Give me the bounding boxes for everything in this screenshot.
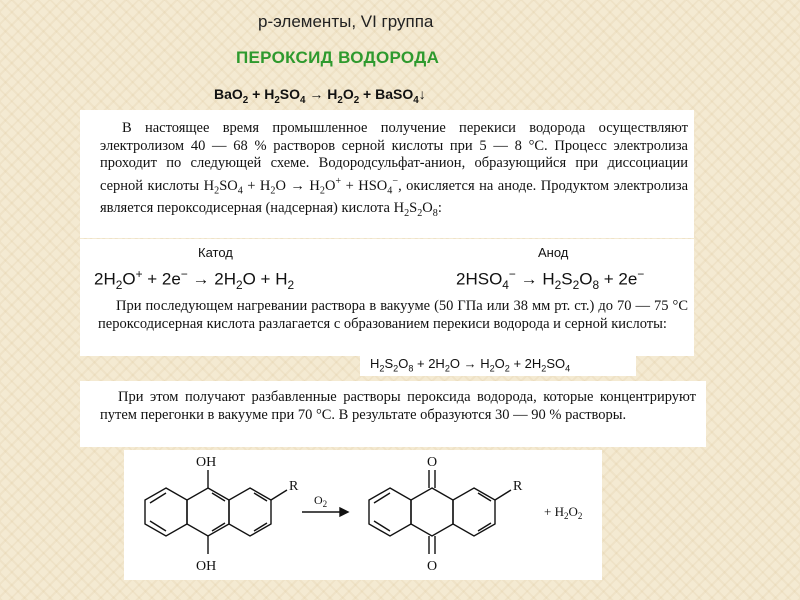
sup: −	[637, 267, 645, 281]
sup: −	[508, 267, 516, 281]
ring-left-right	[369, 488, 411, 536]
ring-center-right	[411, 488, 453, 536]
eq-part: S	[561, 269, 573, 289]
eq-part: → H	[515, 269, 555, 289]
sub: 2	[393, 363, 399, 374]
anode-equation	[456, 267, 644, 292]
anthraquinone-scheme-panel	[124, 450, 602, 580]
para-text: O	[324, 177, 336, 194]
para-text: O	[422, 199, 433, 216]
sub: 2	[554, 278, 562, 293]
oh-top-label: OH	[196, 455, 217, 470]
sub: 4	[502, 278, 509, 293]
sub: 2	[572, 278, 580, 293]
o-top-label: O	[427, 455, 438, 470]
sub: 2	[541, 363, 547, 374]
sup: +	[135, 267, 143, 281]
slide-heading: p-элементы, VI группа	[258, 12, 434, 31]
eq-part: O	[398, 356, 409, 371]
sub: 8	[432, 207, 438, 219]
eq-part: 2HSO	[456, 269, 503, 289]
o-bottom-label: O	[427, 559, 438, 574]
eq-part: 2H	[94, 269, 116, 289]
sup: −	[180, 267, 188, 281]
eq-part: + 2H	[509, 356, 542, 371]
para-text: + HSO	[341, 177, 388, 194]
eq-sub: 2	[337, 94, 343, 106]
eq-part: O	[579, 269, 593, 289]
eq-part: + 2H	[413, 356, 445, 371]
eq-part: + 2e	[599, 269, 638, 289]
ring-right-right	[453, 488, 495, 536]
sup: +	[335, 175, 342, 187]
decomposition-equation-panel	[360, 352, 636, 376]
para-text: S	[409, 199, 418, 216]
eq-part: O + H	[242, 269, 288, 289]
h2o2-product-label: + $H_2O_2$	[544, 504, 583, 521]
bond-r-left	[271, 490, 287, 500]
sub: 2	[417, 207, 423, 219]
eq-sub: 2	[274, 94, 280, 106]
eq-part: → H	[305, 86, 338, 102]
para-text: O → H	[275, 177, 320, 194]
eq-sub: 4	[413, 94, 419, 106]
eq-part: O	[494, 356, 505, 371]
text-panel-heating	[80, 296, 694, 356]
eq-part: SO	[279, 86, 301, 102]
cathode-label: Катод	[198, 245, 233, 260]
para-text: , окисляется на аноде. Продуктом электролиза является пероксодисерная (надсерная) кислота H	[100, 177, 689, 216]
eq-part: BaO	[214, 86, 243, 102]
cathode-equation	[94, 267, 294, 292]
ring-left-left	[145, 488, 187, 536]
eq-sub: 2	[242, 94, 249, 106]
oh-bottom-label: OH	[196, 559, 217, 574]
para-text: В настоящее время промышленное получение перекиси водорода осуществляют электролизом 40 — 68 % растворов серной кислоты при 5 — 8 °С. Процесс электролиза проходит по следующей схеме. Водородсульфат-анион, образующийся при диссоциации серной кислоты H	[100, 120, 688, 194]
para-text: + H	[242, 177, 271, 194]
eq-part: O → H	[449, 356, 490, 371]
sub: 2	[379, 363, 385, 374]
eq-part: O	[342, 86, 354, 102]
eq-part: O	[122, 269, 136, 289]
eq-part: → 2H	[187, 269, 236, 289]
precipitate-arrow: ↓	[418, 86, 426, 102]
sub: 8	[408, 363, 414, 374]
reaction-equation-top	[214, 86, 426, 106]
eq-sub: 4	[300, 94, 306, 106]
para-text: :	[437, 199, 442, 216]
decomposition-equation	[370, 356, 570, 374]
electrolysis-scheme-panel	[80, 239, 694, 297]
sup: −	[392, 175, 399, 187]
paragraph-concentration: При этом получают разбавленные растворы пероксида водорода, которые концентрируют путем перегонки в вакууме при 70 °С. В результате образуются 30 — 90 % растворы.	[100, 389, 696, 423]
sub: 2	[235, 278, 243, 293]
sub: 2	[115, 278, 123, 293]
sub: 2	[489, 363, 495, 374]
sub: 4	[387, 185, 393, 197]
arrow-head	[340, 508, 348, 516]
sub: 2	[319, 185, 325, 197]
text-panel-concentration	[80, 381, 706, 447]
sub: 2	[444, 363, 450, 374]
anthraquinone-diagram	[124, 450, 602, 580]
eq-part: + 2e	[142, 269, 181, 289]
ring-right-left	[229, 488, 271, 536]
oxygen-reagent-label: $O_2$	[314, 493, 328, 509]
eq-part: H	[370, 356, 380, 371]
para-text: SO	[219, 177, 238, 194]
sub: 2	[287, 278, 295, 293]
paragraph-heating: При последующем нагревании раствора в вакууме (50 ГПа или 38 мм рт. ст.) до 70 — 75 °С пероксодисерная кислота разлагается с образованием перекиси водорода и серной кислоты:	[98, 298, 688, 332]
eq-part: S	[384, 356, 394, 371]
ring-center-left	[187, 488, 229, 536]
anode-label: Анод	[538, 245, 569, 260]
paragraph-electrolysis-intro	[100, 120, 688, 222]
sub: 2	[404, 207, 410, 219]
text-panel-electrolysis-intro	[80, 110, 694, 238]
eq-part: + H	[248, 86, 275, 102]
eq-sub: 2	[353, 94, 360, 106]
eq-part: + BaSO	[359, 86, 414, 102]
eq-part: SO	[546, 356, 566, 371]
sub: 2	[270, 185, 276, 197]
sub: 2	[504, 363, 510, 374]
r-right-label: R	[513, 479, 523, 494]
slide-title: ПЕРОКСИД ВОДОРОДА	[236, 48, 440, 67]
bond-r-right	[495, 490, 511, 500]
sub: 8	[592, 278, 600, 293]
sub: 2	[214, 185, 220, 197]
sub: 4	[237, 185, 243, 197]
r-left-label: R	[289, 479, 299, 494]
sub: 4	[565, 363, 571, 374]
